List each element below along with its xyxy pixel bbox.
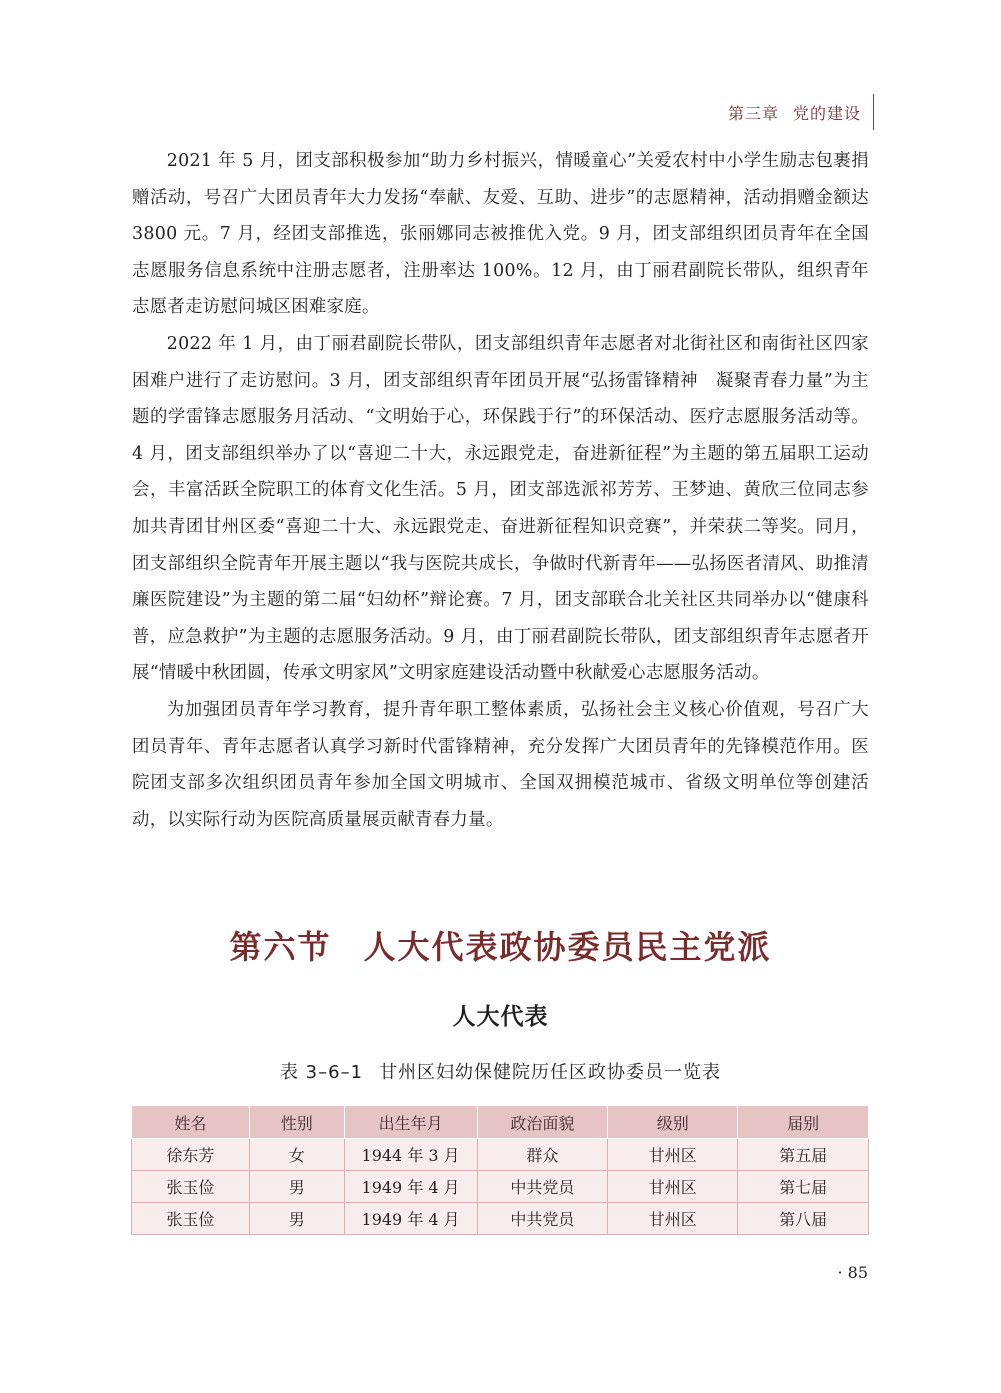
table-row (132, 1203, 869, 1235)
table-cell: 徐东芳 (132, 1139, 250, 1171)
table-cell: 甘州区 (608, 1203, 738, 1235)
section-title: 人大代表政协委员民主党派 (363, 928, 772, 966)
table-cell: 中共党员 (477, 1171, 608, 1203)
header-divider (873, 94, 874, 130)
running-header (728, 101, 861, 124)
column-header: 届别 (738, 1106, 869, 1139)
column-header: 级别 (608, 1106, 738, 1139)
chapter-title: 党的建设 (792, 104, 861, 123)
table-row (132, 1139, 869, 1171)
table-cell: 1949 年 4 月 (344, 1203, 477, 1235)
chapter-number: 第三章 (727, 104, 779, 123)
page-number: · 85 (837, 1263, 868, 1282)
column-header: 政治面貌 (477, 1106, 608, 1139)
table-cell: 甘州区 (608, 1171, 738, 1203)
column-header: 性别 (249, 1106, 344, 1139)
subsection-heading: 人大代表 (452, 1004, 549, 1030)
table-cell: 1944 年 3 月 (344, 1139, 477, 1171)
paragraph: 2021 年 5 月，团支部积极参加“助力乡村振兴，情暖童心”关爱农村中小学生励志包裹捐赠活动，号召广大团员青年大力发扬“奉献、友爱、互助、进步”的志愿精神，活动捐赠金额达 3800 元。7 月，经团支部推选，张丽娜同志被推优入党。9 月，团支部组织团员青年在全国志愿服务信息系统中注册志愿者，注册率达 100%。12 月，由丁丽君副院长带队，组织青年志愿者走访慰问城区困难家庭。 (132, 151, 869, 318)
table-cell: 群众 (477, 1139, 608, 1171)
paragraph: 为加强团员青年学习教育，提升青年职工整体素质，弘扬社会主义核心价值观，号召广大团员青年、青年志愿者认真学习新时代雷锋精神，充分发挥广大团员青年的先锋模范作用。医院团支部多次组织团员青年参加全国文明城市、全国双拥模范城市、省级文明单位等创建活动，以实际行动为医院高质量展贡献青春力量。 (132, 699, 869, 830)
table-cell: 第八届 (738, 1203, 869, 1235)
body-text (132, 143, 869, 838)
table-cell: 张玉俭 (132, 1203, 250, 1235)
table-caption (0, 1058, 1001, 1084)
table-row (132, 1171, 869, 1203)
column-header: 出生年月 (344, 1106, 477, 1139)
table-cell: 第五届 (738, 1139, 869, 1171)
table-cell: 中共党员 (477, 1203, 608, 1235)
table-cell: 张玉俭 (132, 1171, 250, 1203)
table-number: 表 3–6–1 (279, 1062, 364, 1083)
table-cell: 男 (249, 1203, 344, 1235)
table-cell: 甘州区 (608, 1139, 738, 1171)
table-cell: 女 (249, 1139, 344, 1171)
column-header: 姓名 (132, 1106, 250, 1139)
section-number: 第六节 (229, 928, 332, 966)
table-title: 甘州区妇幼保健院历任区政协委员一览表 (379, 1062, 722, 1083)
member-table (131, 1105, 869, 1235)
table-header-row (132, 1106, 869, 1139)
paragraph: 2022 年 1 月，由丁丽君副院长带队，团支部组织青年志愿者对北街社区和南街社区四家困难户进行了走访慰问。3 月，团支部组织青年团员开展“弘扬雷锋精神 凝聚青春力量”为主题的学雷锋志愿服务月活动、“文明始于心，环保践于行”的环保活动、医疗志愿服务活动等。4 月，团支部组织举办了以“喜迎二十大，永远跟党走，奋进新征程”为主题的第五届职工运动会，丰富活跃全院职工的体育文化生活。5 月，团支部选派祁芳芳、王梦迪、黄欣三位同志参加共青团甘州区委“喜迎二十大、永远跟党走、奋进新征程知识竞赛”，并荣获二等奖。同月，团支部组织全院青年开展主题以“我与医院共成长，争做时代新青年——弘扬医者清风、助推清廉医院建设”为主题的第二届“妇幼杯”辩论赛。7 月，团支部联合北关社区共同举办以“健康科普，应急救护”为主题的志愿服务活动。9 月，由丁丽君副院长带队，团支部组织青年志愿者开展“情暖中秋团圆，传承文明家风”文明家庭建设活动暨中秋献爱心志愿服务活动。 (132, 333, 869, 684)
table-cell: 男 (249, 1171, 344, 1203)
section-heading (0, 922, 1001, 968)
table-cell: 第七届 (738, 1171, 869, 1203)
table-cell: 1949 年 4 月 (344, 1171, 477, 1203)
